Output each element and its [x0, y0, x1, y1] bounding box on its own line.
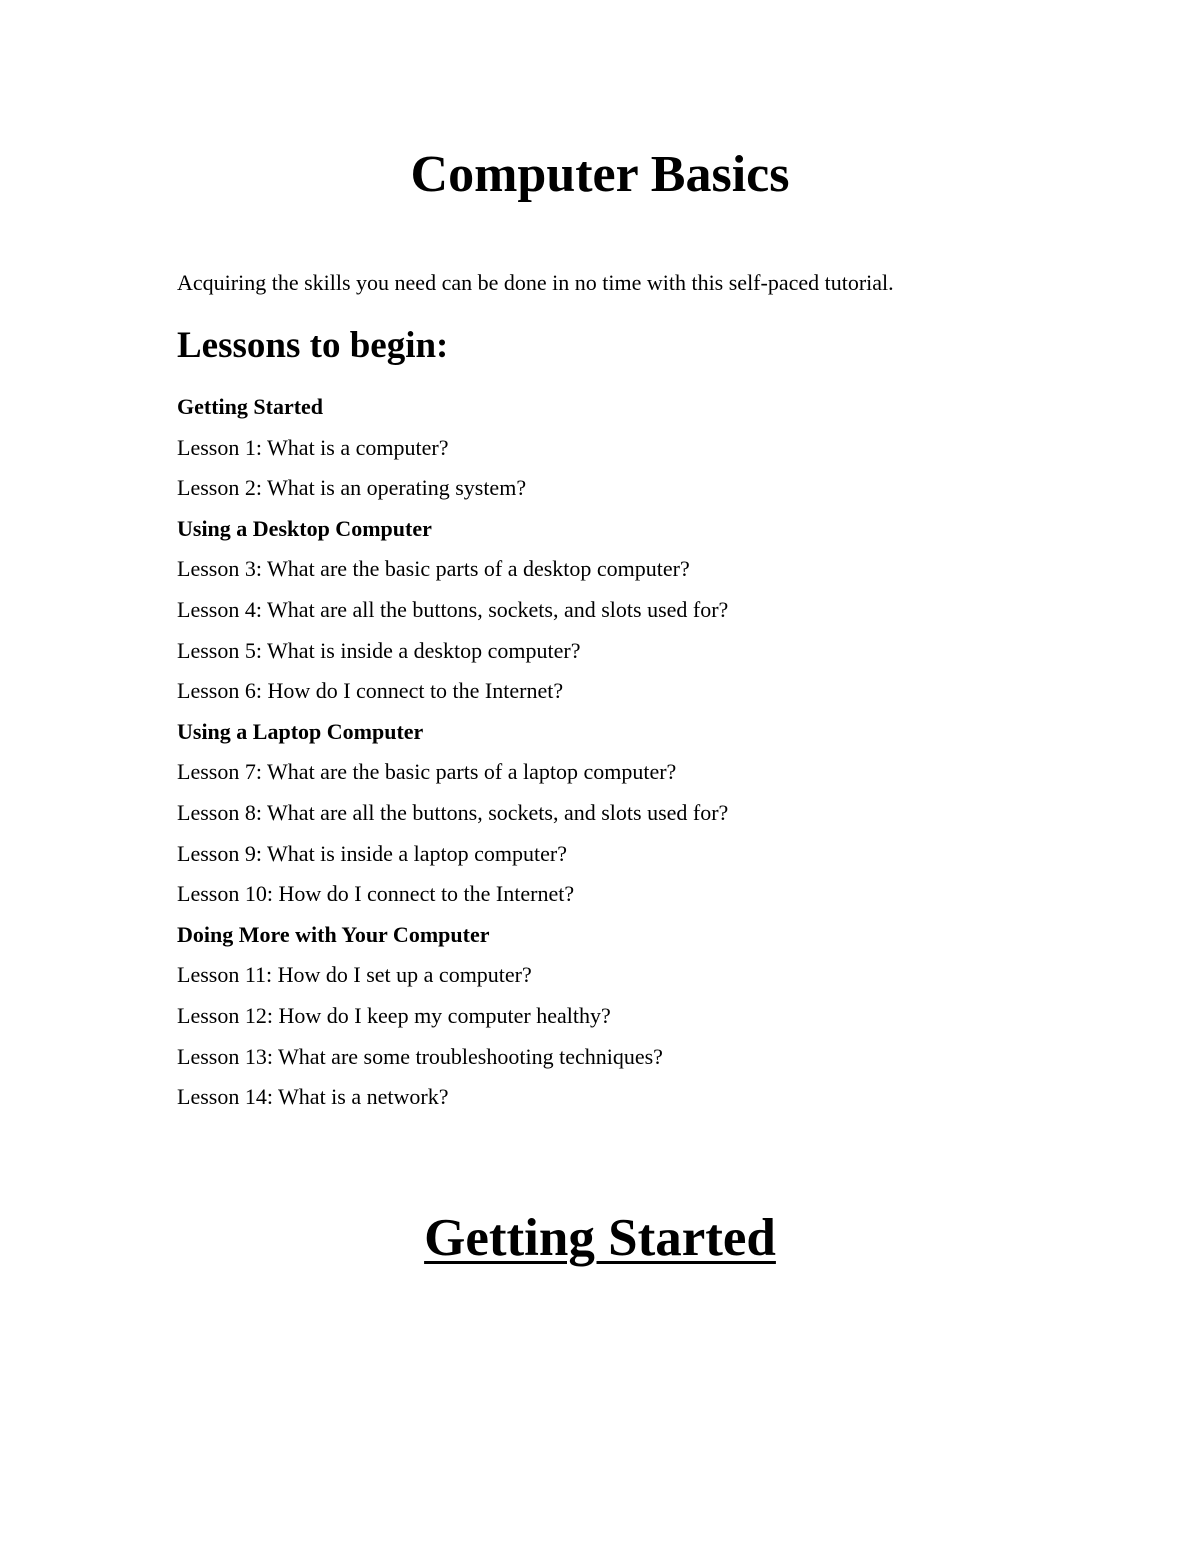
lessons-heading: Lessons to begin:	[177, 325, 449, 366]
lesson-item: Lesson 2: What is an operating system?	[177, 475, 527, 501]
lesson-item: Lesson 9: What is inside a laptop computer?	[177, 840, 568, 866]
lesson-list	[177, 392, 1077, 1123]
intro-paragraph: Acquiring the skills you need can be done in no time with this self-paced tutorial.	[177, 270, 894, 295]
section-heading-doing-more: Doing More with Your Computer	[177, 921, 490, 947]
getting-started-heading: Getting Started	[424, 1209, 776, 1267]
lesson-item: Lesson 14: What is a network?	[177, 1084, 449, 1110]
lesson-item: Lesson 6: How do I connect to the Internet?	[177, 678, 564, 704]
lesson-item: Lesson 11: How do I set up a computer?	[177, 962, 532, 988]
section-heading-desktop: Using a Desktop Computer	[177, 515, 432, 541]
lesson-item: Lesson 1: What is a computer?	[177, 434, 449, 460]
lesson-item: Lesson 5: What is inside a desktop computer?	[177, 637, 581, 663]
section-heading-laptop: Using a Laptop Computer	[177, 718, 424, 744]
lesson-item: Lesson 4: What are all the buttons, sockets, and slots used for?	[177, 596, 729, 622]
lesson-item: Lesson 10: How do I connect to the Internet?	[177, 881, 575, 907]
lesson-item: Lesson 7: What are the basic parts of a laptop computer?	[177, 759, 677, 785]
lesson-item: Lesson 3: What are the basic parts of a desktop computer?	[177, 556, 690, 582]
section-heading-getting-started: Getting Started	[177, 394, 324, 419]
document-title: Computer Basics	[410, 146, 790, 203]
lesson-item: Lesson 12: How do I keep my computer healthy?	[177, 1002, 611, 1028]
lesson-item: Lesson 13: What are some troubleshooting techniques?	[177, 1043, 663, 1069]
lesson-item: Lesson 8: What are all the buttons, sockets, and slots used for?	[177, 799, 729, 825]
